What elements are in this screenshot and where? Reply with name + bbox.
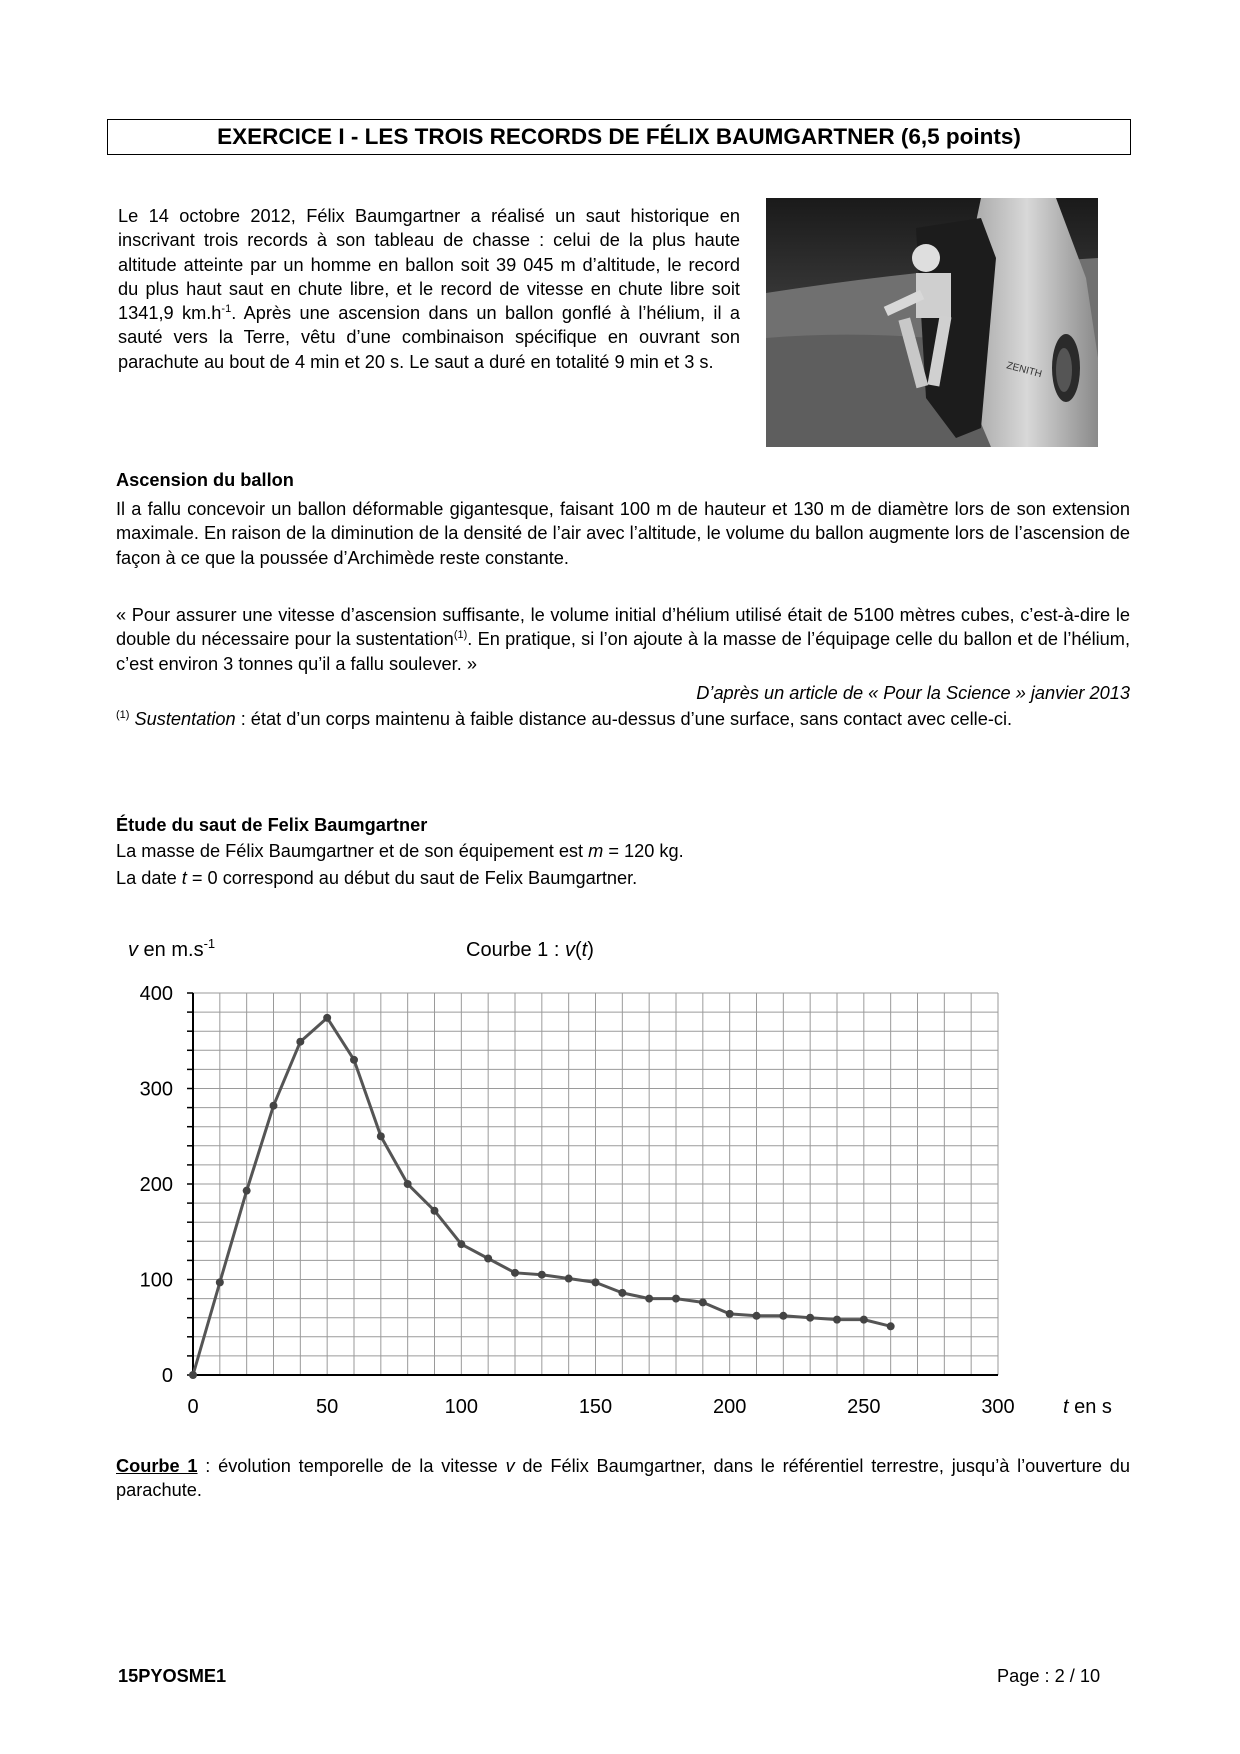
jump-study-heading: Étude du saut de Felix Baumgartner xyxy=(116,815,428,835)
data-point xyxy=(565,1275,573,1283)
data-point xyxy=(887,1322,895,1330)
y-tick-label: 400 xyxy=(139,983,173,1005)
caption-text-2: de Félix Baumgartner, dans le référentiel terrestre, jusqu’à l’ouverture du parachute. xyxy=(116,1456,1131,1501)
caption-variable: v xyxy=(505,1456,515,1476)
y-axis-label: v en $m.s^{-1}$ xyxy=(128,936,216,961)
quote-source: D’après un article de « Pour la Science » janvier 2013 xyxy=(696,683,1130,703)
x-tick-label: 100 xyxy=(444,1396,479,1418)
data-point xyxy=(806,1314,814,1322)
intro-superscript: -1 xyxy=(221,303,232,316)
x-tick-label: 200 xyxy=(712,1396,747,1418)
data-point xyxy=(431,1207,439,1215)
footnote-text: : état d’un corps maintenu à faible distance au-dessus d’une surface, sans contact avec celle-ci. xyxy=(235,709,1013,729)
data-point xyxy=(350,1056,358,1064)
data-point xyxy=(618,1289,626,1297)
data-point xyxy=(216,1278,224,1286)
data-point xyxy=(779,1312,787,1320)
ascension-heading: Ascension du ballon xyxy=(116,470,294,490)
x-tick-label: 150 xyxy=(578,1396,613,1418)
capsule-label: ZENITH xyxy=(1005,360,1043,381)
data-point xyxy=(323,1014,331,1022)
data-point xyxy=(753,1312,761,1320)
y-tick-label: 200 xyxy=(139,1174,173,1196)
mass-text-2: = 120 kg. xyxy=(603,841,684,861)
mass-text-1: La masse de Félix Baumgartner et de son équipement est xyxy=(116,841,589,861)
quote-footnote-mark: (1) xyxy=(453,629,468,642)
x-tick-label: 300 xyxy=(981,1396,1015,1418)
data-point xyxy=(860,1316,868,1324)
x-axis-label: t en s xyxy=(1063,1396,1112,1418)
data-point xyxy=(726,1310,734,1318)
chart-caption xyxy=(116,1454,1130,1503)
intro-text-1: Le 14 octobre 2012, Félix Baumgartner a réalisé un saut historique en inscrivant trois records à son tableau de chasse : celui de la plus haute altitude atteinte par un homme en ballon soit 39 045 m d’altitude, le record du plus haut saut en chute libre, et le record de vitesse en chute libre soit 1341,9 km.h xyxy=(118,206,740,324)
x-tick-label: 250 xyxy=(847,1396,881,1418)
data-point xyxy=(833,1316,841,1324)
exercise-title-text: EXERCICE I - LES TROIS RECORDS DE FÉLIX BAUMGARTNER (6,5 points) xyxy=(217,124,1021,149)
data-point xyxy=(645,1295,653,1303)
footnote-mark: (1) xyxy=(116,708,130,721)
chart-grid xyxy=(193,993,998,1375)
data-point xyxy=(511,1269,519,1277)
quote-text-2: . En pratique, si l’on ajoute à la masse de l’équipage celle du ballon et de l’hélium, c’est environ 3 tonnes qu’il a fallu soulever. » xyxy=(116,629,1130,674)
y-tick-label: 300 xyxy=(139,1078,173,1101)
data-point xyxy=(484,1254,492,1262)
quote-text-1: « Pour assurer une vitesse d’ascension suffisante, le volume initial d’hélium utilisé était de 5100 mètres cubes, c’est-à-dire le double du nécessaire pour la sustentation xyxy=(116,605,1130,650)
time-variable: t xyxy=(181,868,187,888)
data-point xyxy=(270,1102,278,1110)
caption-text-1: : évolution temporelle de la vitesse xyxy=(197,1456,506,1476)
chart-title: Courbe 1 : v(t) xyxy=(466,939,594,961)
page-number: Page : 2 / 10 xyxy=(997,1666,1101,1686)
footnote-term: Sustentation xyxy=(134,709,236,729)
data-point xyxy=(377,1132,385,1140)
data-point xyxy=(457,1240,465,1248)
chart-tick-labels xyxy=(140,983,1015,1418)
y-tick-label: 0 xyxy=(161,1365,173,1387)
caption-label: Courbe 1 xyxy=(116,1456,198,1476)
data-point xyxy=(296,1038,304,1046)
x-tick-label: 50 xyxy=(316,1396,339,1418)
data-point xyxy=(538,1271,546,1279)
data-point xyxy=(189,1371,197,1379)
mass-variable: m xyxy=(588,841,604,861)
y-tick-label: 100 xyxy=(139,1269,173,1292)
data-point xyxy=(243,1187,251,1195)
time-text-2: = 0 correspond au début du saut de Felix Baumgartner. xyxy=(186,868,638,888)
data-point xyxy=(699,1298,707,1306)
data-point xyxy=(672,1295,680,1303)
time-text-1: La date xyxy=(116,868,182,888)
data-point xyxy=(592,1278,600,1286)
document-code: 15PYOSME1 xyxy=(118,1666,227,1686)
ascension-paragraph: Il a fallu concevoir un ballon déformable gigantesque, faisant 100 m de hauteur et 130 m de diamètre lors de son extension maximale. En raison de la diminution de la densité de l’air avec l’altitude, le volume du ballon augmente lors de l’ascension de façon à ce que la poussée d’Archimède reste constante. xyxy=(116,499,1130,568)
data-point xyxy=(404,1180,412,1188)
intro-text-2: . Après une ascension dans un ballon gonflé à l’hélium, il a sauté vers la Terre, vêtu d’une combinaison spécifique en ouvrant son parachute au bout de 4 min et 20 s. Le saut a duré en totalité 9 min et 3 s. xyxy=(118,303,740,372)
x-tick-label: 0 xyxy=(187,1396,199,1418)
